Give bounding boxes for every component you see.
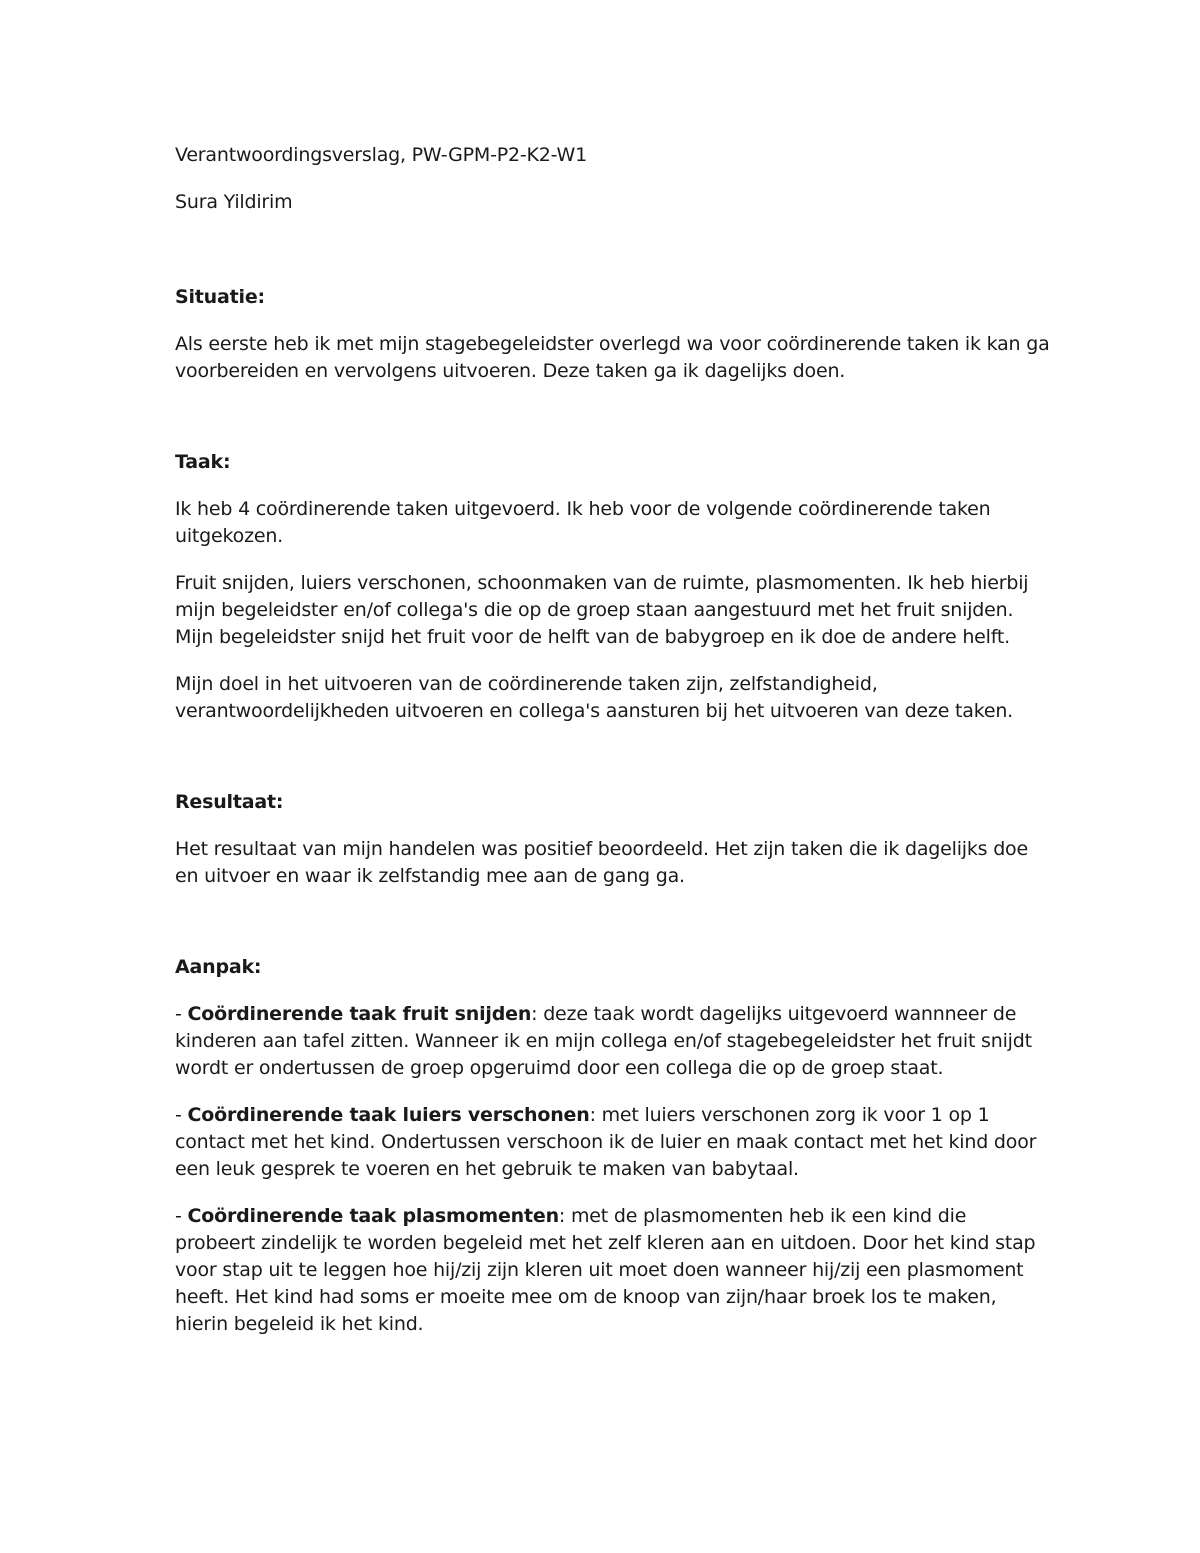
list-item-label: Coördinerende taak plasmomenten (187, 1205, 559, 1227)
section-heading-resultaat: Resultaat: (175, 791, 284, 813)
section-heading-aanpak: Aanpak: (175, 956, 262, 978)
section-heading-situatie: Situatie: (175, 286, 265, 308)
list-item-prefix: - (175, 1205, 188, 1227)
list-item-label: Coördinerende taak fruit snijden (187, 1003, 532, 1025)
document-title: Verantwoordingsverslag, PW-GPM-P2-K2-W1 (175, 144, 588, 166)
paragraph: Fruit snijden, luiers verschonen, schoonmaken van de ruimte, plasmomenten. Ik heb hierbij mijn begeleidster en/of collega's die op de groep staan aangestuurd met het fruit snijden. Mijn begeleidster snijd het fruit voor de helft van de babygroep en ik doe de andere helft. (175, 572, 1029, 648)
section-resultaat (175, 789, 1050, 890)
list-item (175, 1001, 1050, 1082)
list-item-text: : met luiers verschonen zorg ik voor 1 op 1 contact met het kind. Ondertussen verschoon ik de luier en maak contact met het kind door een leuk gesprek te voeren en het gebruik te maken van babytaal. (175, 1104, 1037, 1180)
section-spacer (175, 405, 1050, 449)
section-taak (175, 449, 1050, 725)
list-item (175, 1102, 1050, 1183)
section-heading-taak: Taak: (175, 451, 231, 473)
list-item (175, 1203, 1050, 1338)
paragraph: Mijn doel in het uitvoeren van de coördinerende taken zijn, zelfstandigheid, verantwoordelijkheden uitvoeren en collega's aansturen bij het uitvoeren van deze taken. (175, 673, 1014, 722)
section-situatie (175, 284, 1050, 385)
section-aanpak (175, 954, 1050, 1338)
list-item-text: : met de plasmomenten heb ik een kind die probeert zindelijk te worden begeleid met het zelf kleren aan en uitdoen. Door het kind stap voor stap uit te leggen hoe hij/zij zijn kleren uit moet doen wanneer hij/zij een plasmoment heeft. Het kind had soms er moeite mee om de knoop van zijn/haar broek los te maken, hierin begeleid ik het kind. (175, 1205, 1036, 1335)
paragraph: Ik heb 4 coördinerende taken uitgevoerd. Ik heb voor de volgende coördinerende taken uitgekozen. (175, 498, 991, 547)
section-spacer (175, 910, 1050, 954)
paragraph: Het resultaat van mijn handelen was positief beoordeeld. Het zijn taken die ik dagelijks doe en uitvoer en waar ik zelfstandig mee aan de gang ga. (175, 838, 1028, 887)
list-item-label: Coördinerende taak luiers verschonen (187, 1104, 590, 1126)
paragraph: Als eerste heb ik met mijn stagebegeleidster overlegd wa voor coördinerende taken ik kan ga voorbereiden en vervolgens uitvoeren. Deze taken ga ik dagelijks doen. (175, 333, 1050, 382)
list-item-prefix: - (175, 1003, 188, 1025)
section-spacer (175, 745, 1050, 789)
list-item-prefix: - (175, 1104, 188, 1126)
document-author: Sura Yildirim (175, 191, 293, 213)
list-item-text: : deze taak wordt dagelijks uitgevoerd wannneer de kinderen aan tafel zitten. Wanneer ik en mijn collega en/of stagebegeleidster het fruit snijdt wordt er ondertussen de groep opgeruimd door een collega die op de groep staat. (175, 1003, 1032, 1079)
